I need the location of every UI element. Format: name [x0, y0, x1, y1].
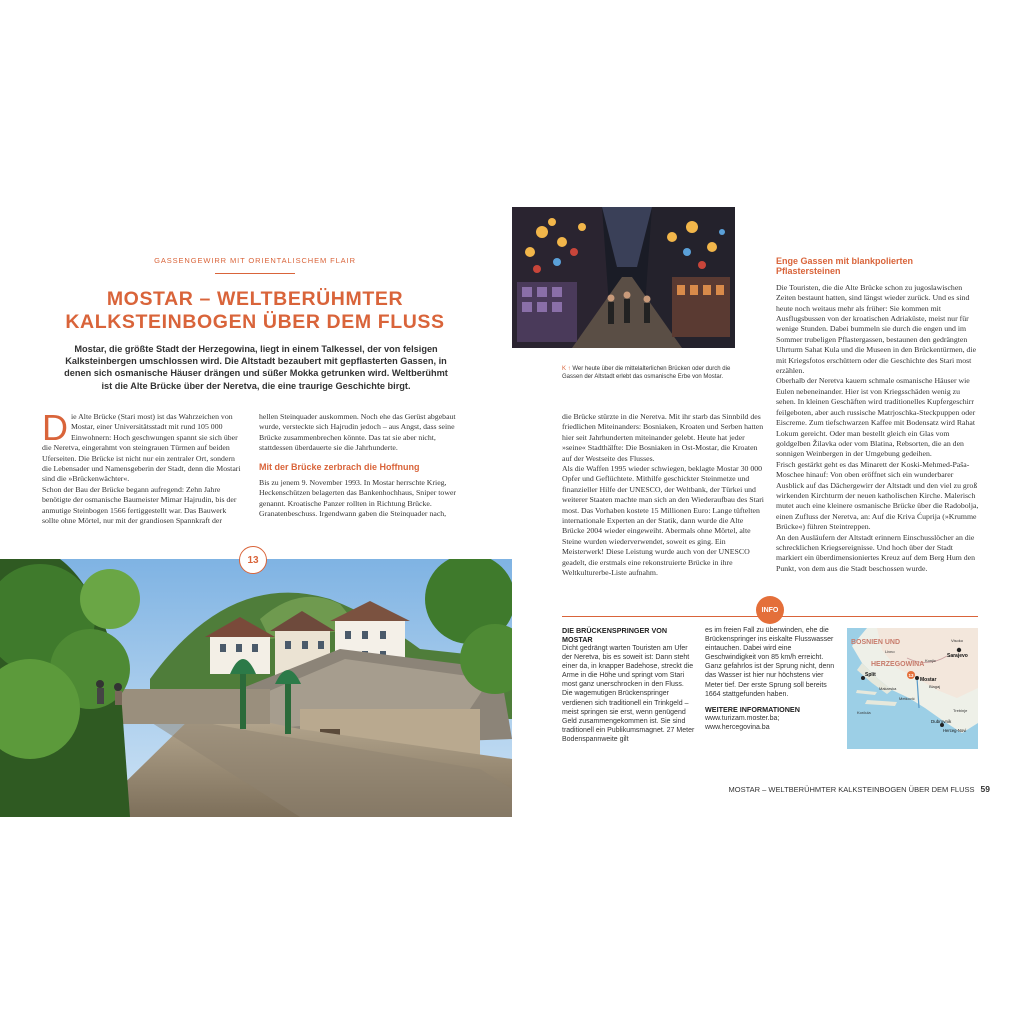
region-map[interactable] — [847, 628, 978, 749]
map-label-sarajevo: Sarajevo — [947, 653, 968, 659]
col4-paragraph-2: Oberhalb der Neretva kauern schmale osmanische Häuser wie Eulen nebeneinander. Hier ist von Kriegsschäden wenig zu sehen. In kleinen Geschäften wird traditionelles Kupfergeschirr feilgeboten, aber auch russische Matrjoschka-Steckpuppen oder Eiscreme. Zum tiefschwarzen Kaffee mit Bodensatz wird Rahat Lokum gereicht. Oder man bestellt gleich ein Glas vom goldgelben Žilavka oder vom Blatina, Rebsorten, die an den sonnigen Weinbergen in der Umgebung gedeihen. — [776, 376, 976, 459]
caption-text: Wer heute über die mittelalterlichen Brücken oder durch die Gassen der Altstadt erlebt das osmanische Erbe von Mostar. — [562, 366, 731, 380]
col3-paragraph-1: die Brücke stürzte in die Neretva. Mit ihr starb das Sinnbild des friedlichen Miteinanders: Bosniaken, Kroaten und Serben hatten hier seit Jahrhunderten miteinander gelebt. Heute hat jeder »seine« Stadthälfte: Die Bosniaken in Ost-Mostar, die Kroaten auf der Westseite des Flusses. — [562, 412, 764, 463]
info-text-2: es im freien Fall zu überwinden, ehe die Brückenspringer ins eiskalte Flusswasser eintauchen. Dabei wird eine Geschwindigkeit von 85 km/h erreicht. Ganz gefahrlos ist der Sprung nicht, denn das Wasser ist hier nur höchstens vier Meter tief. Der erste Sprung soll bereits 1664 stattgefunden haben. — [705, 627, 835, 698]
col4-subhead: Enge Gassen mit blankpolierten Pflastersteinen — [776, 256, 914, 277]
mostar-street-photo — [0, 559, 512, 817]
info-text-1: Dicht gedrängt warten Touristen am Ufer der Neretva, bis es soweit ist: Dann steht einer da, in knapper Badehose, streckt die Arme in die Höhe und springt vom Stari most ganz unerschrocken in den Fluss. Die wagemutigen Brückenspringer verdienen sich traditionell ein Trinkgeld – meist springen sie erst, wenn genügend Geld zusammengekommen ist. Sie sind traditionell ein Publikumsmagnet. 27 Meter Bodenspannweite gilt — [562, 645, 695, 743]
info-badge: INFO — [756, 596, 784, 624]
text-column-2 — [259, 412, 465, 520]
map-label-herceg-novi: Herceg-Novi — [943, 728, 967, 733]
kicker: GASSENGEWIRR MIT ORIENTALISCHEM FLAIR — [154, 256, 356, 265]
map-label-trebinje: Trebinje — [953, 708, 968, 713]
map-label-split: Split — [865, 672, 876, 678]
lead-paragraph: Mostar, die größte Stadt der Herzegowina, liegt in einem Talkessel, der von felsigen Kalksteinbergen umschlossen wird. Die Altstadt bezaubert mit gepflasterten Gassen, in denen sich osmanische Häuser drängen und süßer Mokka getrunken wird. Weltberühmt ist die Alte Brücke über der Neretva, die eine traurige Geschichte birgt. — [64, 344, 448, 391]
map-label-dubrovnik: Dubrovnik — [931, 719, 952, 724]
photo-caption — [562, 366, 752, 381]
map-region-label-1: BOSNIEN UND — [851, 639, 901, 646]
title-line-1: MOSTAR – WELTBERÜHMTER — [106, 288, 404, 310]
drop-cap: D — [42, 407, 68, 448]
map-label-blagaj: Blagaj — [929, 684, 941, 689]
info-link-2[interactable]: www.hercegovina.ba — [705, 723, 770, 731]
running-title: MOSTAR – WELTBERÜHMTER KALKSTEINBOGEN ÜBER DEM FLUSS — [728, 785, 975, 794]
col4-paragraph-3: Frisch gestärkt geht es das Minarett der Koski-Mehmed-Paša-Moschee hinauf: Von oben eröffnet sich ein wunderbarer Ausblick auf das Dächergewirr der Altstadt und den viel zu groß wirkenden Kirchturm der neuen katholischen Kirche. Malerisch mutet auch eine kleinere osmanische Brücke über die Radobolja, einen Zufluss der Neretva, an: Auf die Kriva Ćuprija (»Krumme Brücke«) führen Steintreppen. — [776, 459, 979, 532]
map-label-visoko: Visoko — [951, 638, 963, 643]
map-label-makarska: Makarska — [879, 686, 897, 691]
info-heading-jumpers: DIE BRÜCKENSPRINGER VON MOSTAR — [562, 626, 668, 644]
kicker-rule — [215, 273, 295, 274]
map-dot-sarajevo — [957, 648, 961, 652]
title-line-2: KALKSTEINBOGEN ÜBER DEM FLUSS — [65, 311, 445, 333]
text-column-4 — [776, 256, 979, 574]
col1-paragraph-1: ie Alte Brücke (Stari most) ist das Wahrzeichen von Mostar, einer Universitätsstadt mit rund 105 000 Einwohnern: Hoch geschwungen spannt sie sich über die Neretva, eingerahmt von steingrauen Türmen auf beiden Uferseiten. Die Brücke ist nicht nur ein zentraler Ort, sondern die Lebensader und Namensgeberin der Stadt, denn die Mostari sind die »Brückenwächter«. — [42, 412, 241, 484]
map-region-label-2: HERZEGOWINA — [871, 661, 925, 668]
col2-subhead: Mit der Brücke zerbrach die Hoffnung — [259, 461, 420, 472]
info-link-1[interactable]: www.turizam.moster.ba; — [705, 714, 780, 722]
map-marker-number: 13 — [908, 673, 914, 678]
chapter-number-badge: 13 — [239, 546, 267, 574]
map-dot-mostar — [915, 676, 919, 680]
col2-paragraph-2: Bis zu jenem 9. November 1993. In Mostar herrschte Krieg, Heckenschützen belagerten das Bankenhochhaus, Sniper tower genannt. Kroatische Panzer rollten in Richtung Brücke. Granatenbeschuss. Irgendwann gaben die Steinquader nach, — [259, 478, 457, 519]
info-heading-more: WEITERE INFORMATIONEN — [705, 704, 800, 714]
page-footer — [700, 784, 990, 794]
map-label-livno: Livno — [885, 649, 895, 654]
col3-paragraph-2: Als die Waffen 1995 wieder schwiegen, beklagte Mostar 30 000 Opfer und Geflüchtete. Mithilfe geschickter Steinmetze und finanzieller Hilfe der UNESCO, der Weltbank, der Türkei und weiterer Staaten machte man sich an den Wiederaufbau des Stari most. Das Vorhaben kostete 15 Millionen Euro: Lange tüftelten internationale Experten an der Statik, dann wurde die Alte Brücke 2004 wieder eingeweiht. Abermals ohne Mörtel, alte Steine wurden wiederverwendet, soweit es ging. Ein Meisterwerk! Diese Leistung wurde auch von der UNESCO geadelt, die erstmals eine rekonstruierte Brücke in ihre Weltkulturerbe-Liste aufnahm. — [562, 464, 764, 578]
map-label-konjic: Konjic — [925, 658, 936, 663]
col1-paragraph-2: Schon der Bau der Brücke begann aufregend: Zehn Jahre benötigte der osmanische Baumeister Mimar Hajrudin, bis der anmutige Steinbogen 1566 fertiggestellt war. Das Bauwerk sollte ohne Mörtel, nur mit der grandiosen Spannkraft der — [42, 484, 237, 526]
street-illustration — [0, 559, 512, 817]
bazaar-illustration — [512, 207, 735, 348]
info-column-2 — [705, 626, 839, 732]
info-column-1 — [562, 626, 696, 744]
col4-paragraph-4: An den Ausläufern der Altstadt erinnern Einschusslöcher an die schrecklichen Kriegsereignisse. Und hoch über der Stadt markiert ein überdimensioniertes Kreuz auf dem Berg Hum den Punkt, von dem aus die Stadt beschossen wurde. — [776, 532, 976, 573]
col4-paragraph-1: Die Touristen, die die Alte Brücke schon zu jugoslawischen Zeiten bestaunt hatten, sind längst wieder zurück. Und es sind heute noch weitaus mehr als früher: Sie kommen mit Ausflugsbussen von der kroatischen Adriaküste, meist nur für wenige Stunden. Dabei bummeln sie durch die engen und im Sommer trubeligen Pflastergassen, bestaunen den gedrängten Uhrturm Sahat Kula und die Museen in den Brückentürmen, die mit Kriegsfotos erschüttern oder die Geschichte des Stari most erzählen. — [776, 282, 977, 376]
caption-marker: K ↑ — [562, 366, 571, 372]
page-title — [40, 288, 470, 334]
text-column-1 — [42, 407, 244, 526]
map-label-korcula: Korčula — [857, 710, 871, 715]
map-label-metkovic: Metković — [899, 696, 915, 701]
page-number: 59 — [980, 784, 990, 794]
text-column-3 — [562, 412, 767, 579]
map-label-mostar: Mostar — [920, 677, 937, 683]
map-illustration — [847, 628, 978, 749]
col2-paragraph-1: hellen Steinquader auskommen. Noch ehe das Gerüst abgebaut wurde, versteckte sich Hajrudin jedoch – aus Angst, dass seine Brücke zusammenbrechen könnte. Das tat sie aber nicht, stattdessen überdauerte sie die Jahrhunderte. — [259, 412, 456, 453]
bazaar-night-photo — [512, 207, 735, 348]
